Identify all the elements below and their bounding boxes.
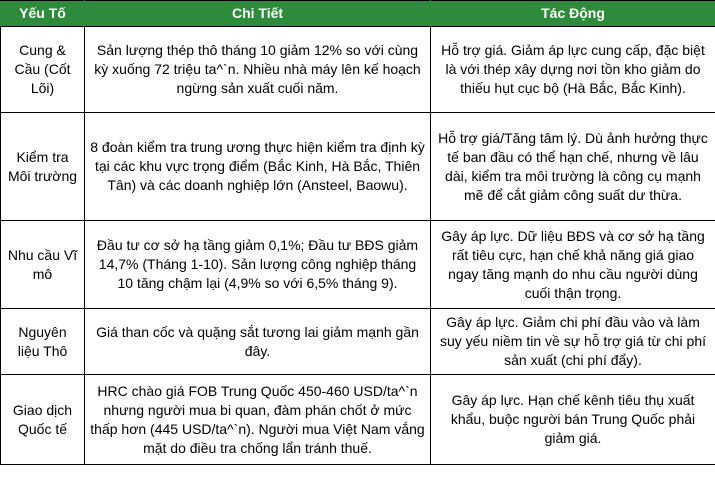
detail-cell: Đầu tư cơ sở hạ tầng giảm 0,1%; Đầu tư BĐS giảm 14,7% (Tháng 1-10). Sản lượng công nghiệp tháng 10 tăng chậm lại (4,9% so với 6,5% tháng 9). [85, 221, 431, 309]
impact-cell: Gây áp lực. Hạn chế kênh tiêu thụ xuất khẩu, buộc người bán Trung Quốc phải giảm giá. [431, 375, 715, 465]
table-row [1, 309, 715, 375]
impact-cell: Gây áp lực. Dữ liệu BĐS và cơ sở hạ tầng rất tiêu cực, hạn chế khả năng giá giao ngay tăng mạnh do nhu cầu người dùng cuối thận trọng. [431, 221, 715, 309]
table-row [1, 113, 715, 221]
factor-cell: Giao dịch Quốc tế [1, 375, 85, 465]
impact-cell: Hỗ trợ giá. Giảm áp lực cung cấp, đặc biệt là với thép xây dựng nơi tồn kho giảm do thiếu hụt cục bộ (Hà Bắc, Bắc Kinh). [431, 27, 715, 113]
factor-cell: Cung & Cầu (Cốt Lõi) [1, 27, 85, 113]
header-detail: Chi Tiết [85, 1, 431, 27]
header-factor: Yếu Tố [1, 1, 85, 27]
detail-cell: Giá than cốc và quặng sắt tương lai giảm mạnh gần đây. [85, 309, 431, 375]
impact-cell: Gây áp lực. Giảm chi phí đầu vào và làm suy yếu niềm tin về sự hỗ trợ giá từ chi phí sản xuất (chi phí đẩy). [431, 309, 715, 375]
detail-cell: HRC chào giá FOB Trung Quốc 450-460 USD/ta^`n nhưng người mua bi quan, đàm phán chốt ở mức thấp hơn (445 USD/ta^`n). Người mua Việt Nam vắng mặt do điều tra chống lẩn tránh thuế. [85, 375, 431, 465]
impact-cell: Hỗ trợ giá/Tăng tâm lý. Dù ảnh hưởng thực tế ban đầu có thể hạn chế, nhưng về lâu dài, kiểm tra môi trường là công cụ mạnh mẽ để cắt giảm công suất dư thừa. [431, 113, 715, 221]
factor-cell: Nhu cầu Vĩ mô [1, 221, 85, 309]
table-row [1, 27, 715, 113]
factor-cell: Kiểm tra Môi trường [1, 113, 85, 221]
table-row [1, 375, 715, 465]
header-impact: Tác Động [431, 1, 715, 27]
detail-cell: Sản lượng thép thô tháng 10 giảm 12% so với cùng kỳ xuống 72 triệu ta^`n. Nhiều nhà máy lên kế hoạch ngừng sản xuất cuối năm. [85, 27, 431, 113]
detail-cell: 8 đoàn kiểm tra trung ương thực hiện kiểm tra định kỳ tại các khu vực trọng điểm (Bắc Kinh, Hà Bắc, Thiên Tân) và các doanh nghiệp lớn (Ansteel, Baowu). [85, 113, 431, 221]
header-row [1, 1, 715, 27]
table-row [1, 221, 715, 309]
factor-cell: Nguyên liệu Thô [1, 309, 85, 375]
